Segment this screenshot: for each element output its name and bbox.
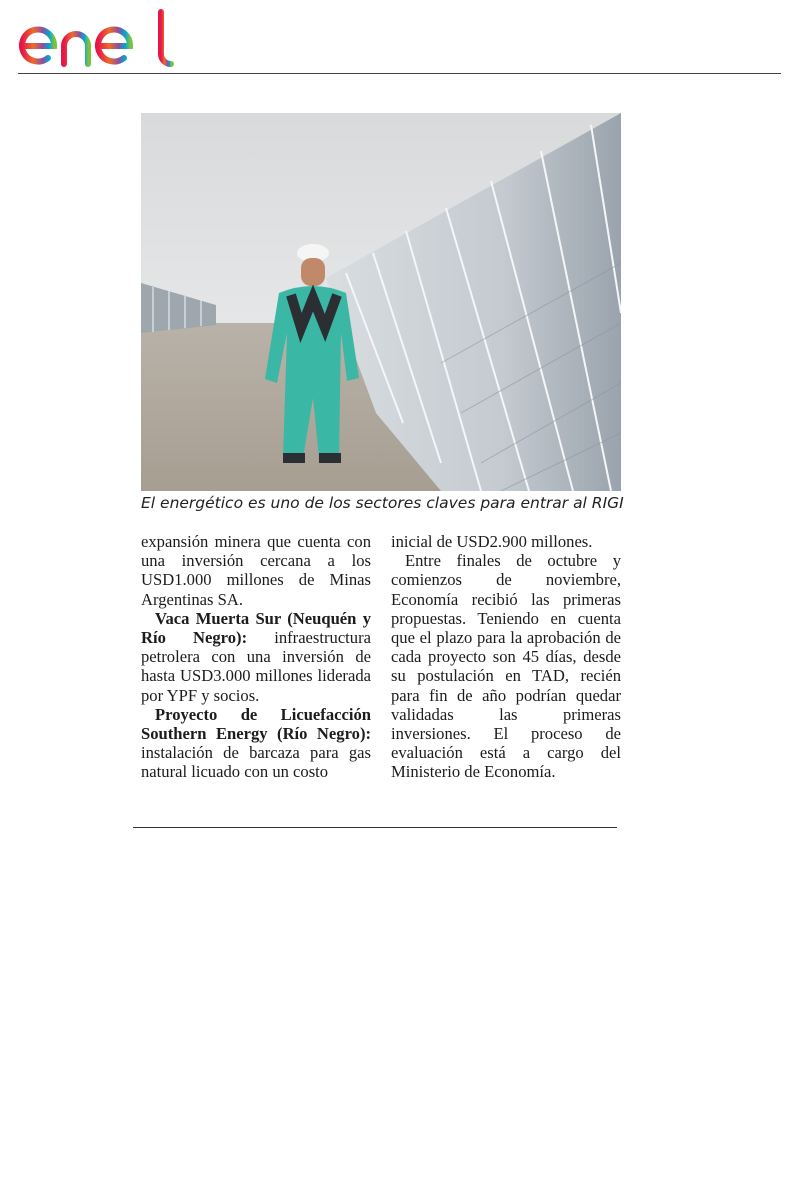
right-paragraph-1: inicial de USD2.900 millones. — [391, 532, 593, 551]
left-paragraph-2: Vaca Muerta Sur (Neuquén y Río Negro): infraestructura petrolera con una inversión de hasta USD3.000 millones liderada por YPF y socios. — [141, 608, 371, 705]
logo-text: enel — [18, 6, 21, 7]
article-right-column — [391, 532, 621, 782]
article-left-column — [141, 532, 371, 782]
enel-logo — [18, 6, 178, 72]
photo-caption: El energético es uno de los sectores claves para entrar al RIGI — [141, 494, 624, 512]
vaca-muerta-heading: Vaca Muerta Sur (Neuquén y Río Negro): — [141, 608, 371, 648]
article-end-divider — [133, 827, 617, 828]
left-paragraph-3: Proyecto de Licuefacción Southern Energy (Río Negro): instalación de barcaza para gas natural licuado con un costo — [141, 704, 371, 782]
licuefaccion-heading: Proyecto de Licuefacción Southern Energy (Río Negro): — [141, 704, 371, 744]
left-paragraph-1: expansión minera que cuenta con una inversión cercana a los USD1.000 millones de Minas Argentinas SA. — [141, 532, 371, 609]
right-paragraph-2: Entre finales de octubre y comienzos de noviembre, Economía recibió las primeras propuestas. Teniendo en cuenta que el plazo para la aprobación de cada proyecto son 45 días, desde su postulación en TAD, recién para fin de año podrían quedar validadas las primeras inversiones. El proceso de evaluación está a cargo del Ministerio de Economía. — [391, 551, 621, 782]
solar-plant-photo — [141, 113, 621, 491]
header-divider — [18, 73, 781, 74]
